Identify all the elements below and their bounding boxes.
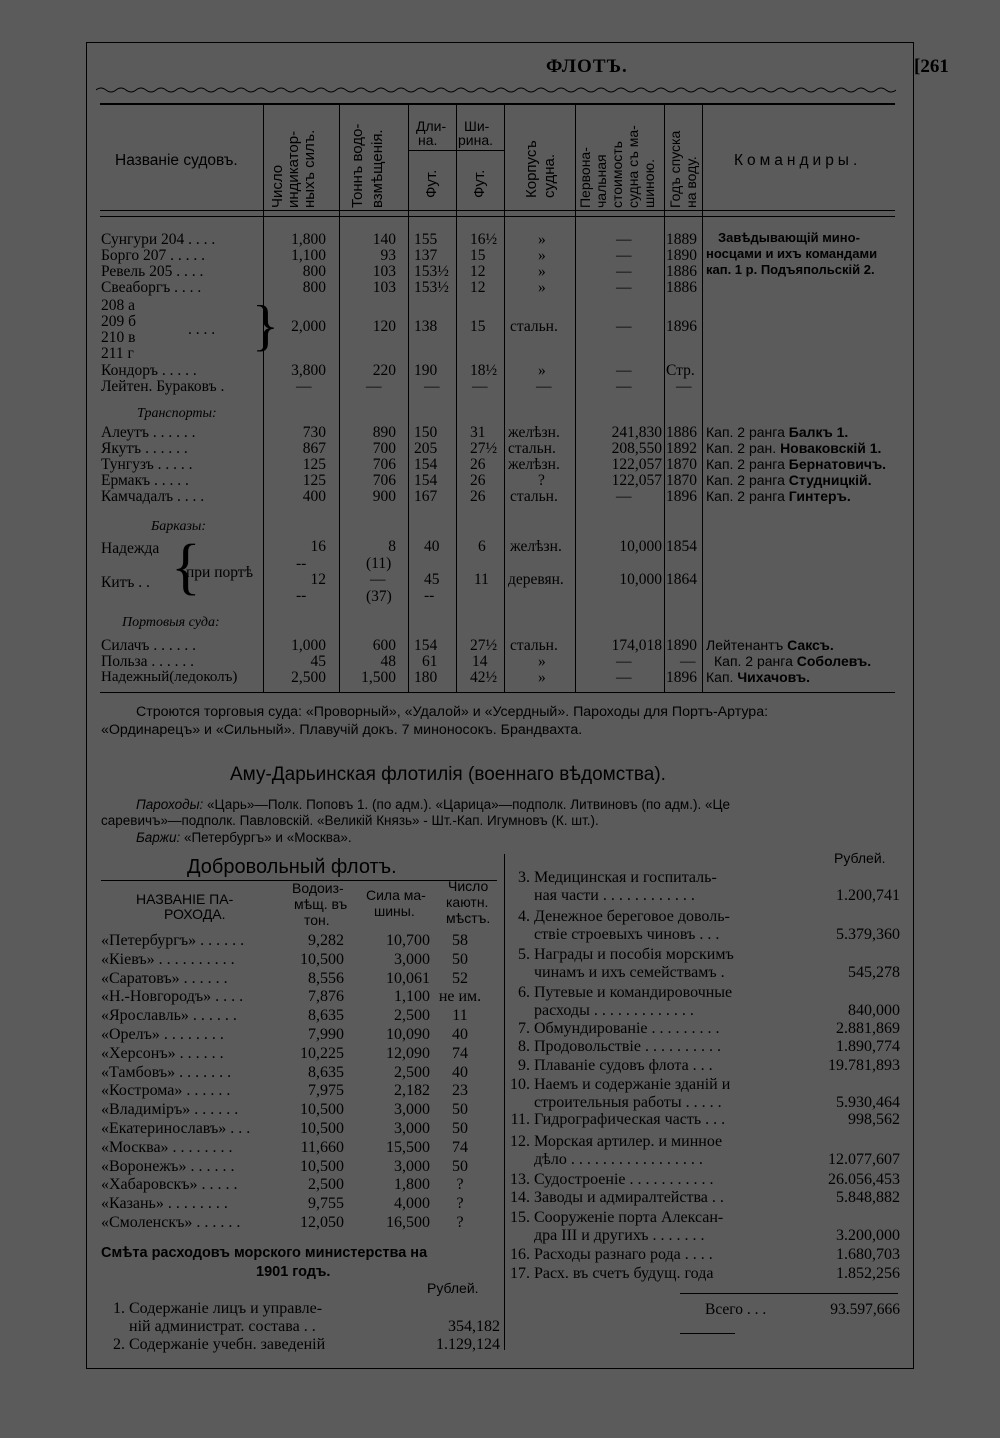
col-rule [664,105,665,692]
item-value: 2.881,869 [836,1020,900,1037]
col-header-feet-2: Фут. [471,169,488,198]
item-label-2: ная части . . . . . . . . . . . . [534,887,695,904]
item-value: 1.200,741 [836,887,900,904]
col-rule [702,105,703,692]
cell-name: «Владиміръ» . . . . . . [101,1101,239,1119]
item-label-2: ній администрат. состава . . [129,1318,316,1335]
item-label: Содержаніе лицъ и управле- [129,1300,323,1317]
wavy-rule [96,86,896,94]
cell-name: «Москва» . . . . . . . . [101,1138,233,1156]
cell-cabins: ? [456,1176,464,1194]
item-label: Сооруженіе порта Алексан- [534,1209,724,1226]
col-header-length: Дли- [416,118,447,134]
cell-name: «Саратовъ» . . . . . . [101,969,228,987]
budget-rubles-left: Рублей. [427,1280,479,1296]
item-label: Гидрографическая часть . . . [534,1111,726,1128]
cell-cabins: 50 [452,1157,468,1175]
budget-end-rule [680,1333,735,1334]
col-rule [575,105,576,692]
item-label: Обмундированіе . . . . . . . . . [534,1020,720,1037]
item-number: 6. [518,984,530,1001]
budget-total-rule [680,1293,898,1294]
cell-disp: 11,660 [300,1138,344,1156]
cell-name: «Кострома» . . . . . . [101,1082,231,1100]
commander: Кап. 2 ранга Гинтеръ. [706,488,851,504]
item-number: 12. [510,1133,530,1150]
cell-name: «Тамбовъ» . . . . . . . [101,1063,232,1081]
cell-name: «Орелъ» . . . . . . . . [101,1026,224,1043]
item-label-2: чинамъ и ихъ семействамъ . [534,964,725,981]
cell-power: 4,000 [394,1195,430,1213]
cell-disp: 10,500 [300,1101,344,1119]
item-value: 354,182 [448,1318,500,1335]
cell-power: 3,000 [394,950,430,968]
cell-power: 2,500 [394,1063,430,1081]
running-title: ФЛОТЪ. [546,56,628,77]
cell-disp: 7,876 [308,988,344,1006]
commander: Кап. 2 ранга Бернатовичъ. [706,456,887,472]
item-number: 3. [518,869,530,886]
cell-power: 3,000 [394,1120,430,1137]
item-label: Наемъ и содержаніе зданій и [534,1076,731,1093]
item-value: 1.890,774 [836,1038,900,1055]
col-header-width: Ши- [464,118,490,134]
item-label: Медицинская и госпиталь- [534,869,717,886]
item-number: 10. [510,1076,530,1093]
item-number: 1. [113,1300,125,1317]
cell-power: 16,500 [386,1214,430,1231]
page-number: [261 [914,56,949,77]
cell-power: 2,182 [394,1082,430,1100]
cell-power: 12,090 [386,1044,430,1062]
col-rule [408,105,409,692]
commander: Кап. Чихачовъ. [706,669,811,685]
table-header-rule [100,210,895,211]
item-value: 19.781,893 [828,1057,900,1074]
cell-power: 10,061 [386,969,430,987]
item-value: 26.056,453 [828,1171,900,1188]
cell-name: «Ярославль» . . . . . . [101,1007,237,1025]
amu-title: Аму-Дарьинская флотилія (военнаго вѣдомства). [230,764,666,785]
item-label: Морская артилер. и минное [534,1133,723,1150]
item-label: Судостроеніе . . . . . . . . . . . [534,1171,714,1188]
item-number: 2. [113,1336,125,1353]
cell-name: «Екатеринославъ» . . . [101,1120,251,1137]
cell-cabins: 58 [452,932,468,949]
cell-power: 3,000 [394,1101,430,1119]
item-value: 1.680,703 [836,1246,900,1263]
item-label-2: дра III и другихъ . . . . . . . [534,1227,705,1244]
cell-cabins: 50 [452,950,468,968]
col-rule [263,105,264,692]
commander: Кап. 2 ранга Соболевъ. [714,653,872,669]
item-number: 7. [518,1020,530,1037]
commander: Лейтенантъ Саксъ. [706,637,834,653]
item-number: 16. [510,1246,530,1263]
item-value: 998,562 [848,1111,900,1128]
cell-cabins: 74 [452,1044,468,1062]
item-number: 17. [510,1265,530,1282]
col-header-length-2: на. [418,132,438,148]
item-label-2: дѣло . . . . . . . . . . . . . . . . . [534,1151,703,1168]
cell-disp: 8,635 [308,1063,344,1081]
cell-disp: 7,990 [308,1026,344,1043]
item-value: 12.077,607 [828,1151,900,1168]
section-title-transports: Транспорты: [137,406,217,421]
col-rule [339,105,340,692]
item-label: Расх. въ счетъ будущ. года [534,1265,714,1282]
item-value: 840,000 [848,1002,900,1019]
cell-name: «Кіевъ» . . . . . . . . . . [101,950,235,968]
cell-cabins: 23 [452,1082,468,1100]
cell-name: «Н.-Новгородъ» . . . . [101,988,244,1006]
item-label: Заводы и адмиралтейства . . [534,1189,724,1206]
budget-total-value: 93.597,666 [830,1301,900,1318]
column-divider [504,854,505,1350]
cell-name: «Хабаровскъ» . . . . . [101,1176,238,1194]
cell-cabins: 52 [452,969,468,987]
cell-disp: 12,050 [300,1214,344,1231]
cell-name: «Петербургъ» . . . . . . [101,932,245,949]
section-title-barges: Барказы: [151,519,207,534]
commander: Кап. 2 ранга Студницкій. [706,472,872,488]
cell-disp: 7,975 [308,1082,344,1100]
item-number: 15. [510,1209,530,1226]
cell-disp: 10,225 [300,1044,344,1062]
item-number: 5. [518,946,530,963]
cell-disp: 9,755 [308,1195,344,1213]
cell-power: 10,700 [386,932,430,949]
item-number: 11. [510,1111,530,1128]
col-header-name: Названіе судовъ. [115,152,238,169]
col-rule [456,105,457,692]
section-title-port: Портовыя суда: [122,615,220,630]
cell-disp: 2,500 [308,1176,344,1194]
cell-cabins: не им. [438,988,482,1006]
col-rule [504,105,505,692]
item-value: 5.930,464 [836,1094,900,1111]
cell-disp: 10,500 [300,1120,344,1137]
cell-power: 3,000 [394,1157,430,1175]
cell-name: «Херсонъ» . . . . . . [101,1044,224,1062]
item-label: Расходы разнаго рода . . . . [534,1246,713,1263]
item-label: Плаваніе судовъ флота . . . [534,1057,713,1074]
col-header-commanders: Командиры. [734,152,862,169]
brace-icon: } [252,295,279,357]
item-value: 3.200,000 [836,1227,900,1244]
item-value: 5.848,882 [836,1189,900,1206]
table-header-rule-2 [100,216,895,217]
item-value: 1.129,124 [436,1336,500,1353]
cell-cabins: 40 [452,1063,468,1081]
brace-icon: { [171,533,201,601]
item-number: 14. [510,1189,530,1206]
cell-cabins: 50 [452,1101,468,1119]
item-number: 4. [518,908,530,925]
commander: Кап. 2 ранга Балкъ 1. [706,424,849,440]
item-value: 5.379,360 [836,926,900,943]
running-head [86,56,949,82]
cell-cabins: 40 [452,1026,468,1043]
col-header-width-2: рина. [458,132,494,148]
cell-power: 1,100 [394,988,430,1006]
item-label-2: строительныя работы . . . . . [534,1094,722,1111]
cell-cabins: 50 [452,1120,468,1137]
item-value: 1.852,256 [836,1265,900,1282]
cell-name: «Казань» . . . . . . . . [101,1195,228,1213]
item-label: Путевые и командировочные [534,984,733,1001]
budget-rubles-right: Рублей. [834,850,886,866]
col-header-feet-1: Фут. [423,169,440,198]
budget-total-label: Всего . . . [705,1301,767,1318]
item-label-2: ствіе строевыхъ чиновъ . . . [534,926,720,943]
item-label: Денежное береговое доволь- [534,908,730,925]
table-top-rule [100,103,895,105]
cell-disp: 9,282 [308,932,344,949]
item-value: 545,278 [848,964,900,981]
table-bottom-rule [100,692,895,693]
item-label: Содержаніе учебн. заведеній [129,1336,326,1353]
cell-cabins: ? [456,1195,464,1213]
item-label: Награды и пособія морскимъ [534,946,734,963]
item-number: 8. [518,1038,530,1055]
cell-disp: 8,635 [308,1007,344,1025]
item-number: 13. [510,1171,530,1188]
item-number: 9. [518,1057,530,1074]
item-label-2: расходы . . . . . . . . . . . . . [534,1002,694,1019]
cell-disp: 10,500 [300,950,344,968]
cell-disp: 10,500 [300,1157,344,1175]
commander: Кап. 2 ран. Новаковскій 1. [706,440,882,456]
cell-cabins: 11 [452,1007,468,1025]
volunteer-title: Добровольный флотъ. [187,856,397,878]
cell-cabins: ? [456,1214,464,1231]
cell-name: «Смоленскъ» . . . . . . [101,1214,241,1231]
cell-power: 10,090 [386,1026,430,1043]
budget-title-2: 1901 годъ. [256,1264,331,1280]
cell-disp: 8,556 [308,969,344,987]
cell-name: «Воронежъ» . . . . . . [101,1157,235,1175]
item-label: Продовольствіе . . . . . . . . . . [534,1038,721,1055]
cell-power: 2,500 [394,1007,430,1025]
cell-cabins: 74 [452,1138,468,1156]
cell-power: 15,500 [386,1138,430,1156]
budget-title: Смѣта расходовъ морского министерства на [101,1245,428,1261]
cell-power: 1,800 [394,1176,430,1194]
